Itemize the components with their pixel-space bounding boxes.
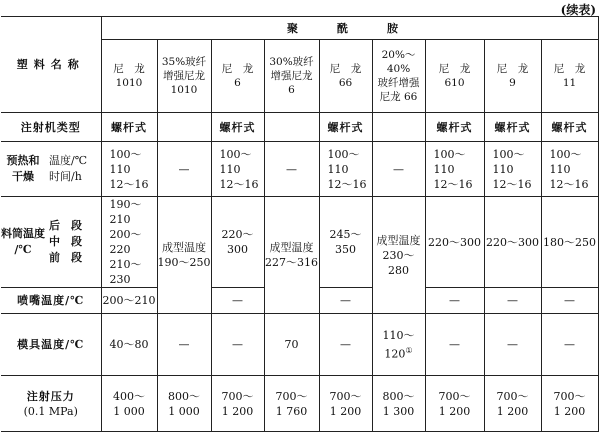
mold-temp-value: — <box>157 314 211 376</box>
nozzle-temp-value: — <box>211 288 264 314</box>
preheat-value: 100～110 12～16 <box>541 142 598 197</box>
pressure-value: 700～ 1 200 <box>319 376 372 432</box>
molding-temp-value: 成型温度 190～250 <box>157 197 211 314</box>
machine-type-row <box>1 113 598 142</box>
mold-temp-value: — <box>211 314 264 376</box>
pressure-value: 700～ 1 200 <box>484 376 541 432</box>
molding-temp-value: 成型温度 227～316 <box>264 197 319 314</box>
col-name-7: 尼 龙 9 <box>484 40 541 113</box>
mold-temp-row <box>1 314 598 376</box>
preheat-value: 100～110 12～16 <box>425 142 484 197</box>
preheat-value: — <box>264 142 319 197</box>
machine-type-value: 螺杆式 <box>101 113 157 142</box>
col-name-2: 尼 龙 6 <box>211 40 264 113</box>
machine-type-value: 螺杆式 <box>211 113 264 142</box>
polyamide-group-header: 聚 酰 胺 <box>101 17 598 40</box>
machine-type-value <box>264 113 319 142</box>
col-name-6: 尼 龙 610 <box>425 40 484 113</box>
preheat-value: — <box>157 142 211 197</box>
preheat-value: 100～110 12～16 <box>101 142 157 197</box>
preheat-value: — <box>372 142 425 197</box>
barrel-temp-value: 220～300 <box>425 197 484 288</box>
preheat-value: 100～110 12～16 <box>484 142 541 197</box>
plastic-name-header: 塑料名称 <box>1 17 101 113</box>
barrel-temp-label: 料筒温度 /℃ 后 段 中 段 前 段 <box>1 197 101 288</box>
machine-type-value: 螺杆式 <box>425 113 484 142</box>
pressure-value: 800～ 1 300 <box>372 376 425 432</box>
continued-note: (续表) <box>560 3 596 17</box>
barrel-temp-value: 180～250 <box>541 197 598 288</box>
mold-temp-value: — <box>425 314 484 376</box>
col-name-0: 尼 龙 1010 <box>101 40 157 113</box>
preheat-value: 100～110 12～16 <box>211 142 264 197</box>
machine-type-value <box>157 113 211 142</box>
pressure-value: 400～ 1 000 <box>101 376 157 432</box>
mold-temp-value: 40～80 <box>101 314 157 376</box>
nozzle-temp-label: 喷嘴温度/℃ <box>1 288 101 314</box>
nozzle-temp-value: — <box>319 288 372 314</box>
pressure-label: 注射压力 (0.1 MPa) <box>1 376 101 432</box>
nozzle-temp-value: — <box>541 288 598 314</box>
pressure-row <box>1 376 598 432</box>
nozzle-temp-value: — <box>425 288 484 314</box>
mold-temp-label: 模具温度/℃ <box>1 314 101 376</box>
machine-type-value: 螺杆式 <box>484 113 541 142</box>
barrel-temp-row <box>1 197 598 288</box>
nozzle-temp-value: 200～210 <box>101 288 157 314</box>
col-name-1: 35%玻纤 增强尼龙 1010 <box>157 40 211 113</box>
preheat-row <box>1 142 598 197</box>
mold-temp-value: — <box>484 314 541 376</box>
pressure-value: 800～ 1 000 <box>157 376 211 432</box>
barrel-temp-value: 220～300 <box>484 197 541 288</box>
footnote-marker: ① <box>405 345 413 355</box>
machine-type-value: 螺杆式 <box>541 113 598 142</box>
nozzle-temp-value: — <box>484 288 541 314</box>
machine-type-label: 注射机类型 <box>1 113 101 142</box>
nylon-processing-table <box>1 16 599 432</box>
preheat-label: 预热和 干燥 温度/℃ 时间/h <box>1 142 101 197</box>
group-header-row <box>1 17 598 40</box>
machine-type-value: 螺杆式 <box>319 113 372 142</box>
col-name-5: 20%～40% 玻纤增强 尼龙 66 <box>372 40 425 113</box>
mold-temp-value: — <box>541 314 598 376</box>
pressure-value: 700～ 1 200 <box>211 376 264 432</box>
mold-temp-value: 110～ 120① <box>372 314 425 376</box>
barrel-temp-value: 220～300 <box>211 197 264 288</box>
preheat-value: 100～110 12～16 <box>319 142 372 197</box>
col-name-4: 尼 龙 66 <box>319 40 372 113</box>
molding-temp-value: 成型温度 230～280 <box>372 197 425 314</box>
machine-type-value <box>372 113 425 142</box>
pressure-value: 700～ 1 200 <box>541 376 598 432</box>
mold-temp-value: — <box>319 314 372 376</box>
pressure-value: 700～ 1 760 <box>264 376 319 432</box>
col-name-3: 30%玻纤 增强尼龙 6 <box>264 40 319 113</box>
barrel-temp-value: 190～210 200～220 210～230 <box>101 197 157 288</box>
col-name-8: 尼 龙 11 <box>541 40 598 113</box>
barrel-temp-value: 245～350 <box>319 197 372 288</box>
pressure-value: 700～ 1 200 <box>425 376 484 432</box>
mold-temp-value: 70 <box>264 314 319 376</box>
